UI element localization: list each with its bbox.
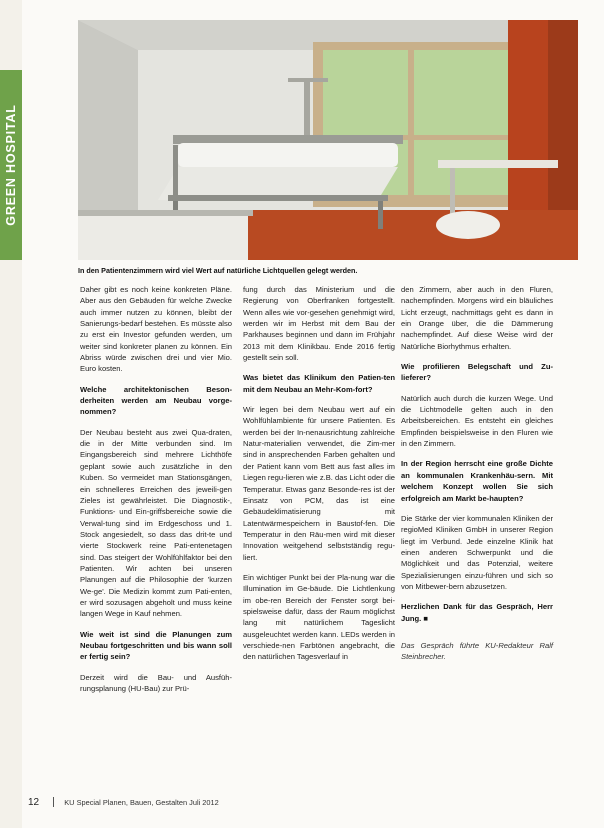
paragraph: fung durch das Ministerium und die Regierung von Oberfranken fortgestellt. Wenn alles wie vor-gesehen genehmigt wird, werden wir im Herbst mit dem Bau der Parkhauses beginnen und dann im Frühjahr 2013 mit dem Klinikbau. Ende 2016 fertig gestellt sein soll. [243, 285, 395, 363]
interview-question: Wie weit ist sind die Planungen zum Neubau fortgeschritten und bis wann soll er fertig sein? [80, 629, 232, 662]
interview-question: Welche architektonischen Beson-derheiten werden am Neubau vorge-nommen? [80, 384, 232, 417]
interview-question: In der Region herrscht eine große Dichte an kommunalen Krankenhäu-sern. Mit welchem Konzept wollen Sie sich erfolgreich am Markt be-haupten? [401, 459, 553, 503]
interview-question: Wie profilieren Belegschaft und Zu-lieferer? [401, 362, 553, 383]
paragraph: Wir legen bei dem Neubau wert auf ein Wohlfühlambiente für unsere Patienten. Es werden bei der In-nenausrichtung zahlreiche Natur-materialien verwendet, die Zim-mer sind in ansprechenden Farben gehalten und der Patient kann vom Bett aus fast alles im Liegen regu-lieren wie z.B. das Licht oder die Temperatur. Etwas ganz Besonde-res ist der Einsatz von PCM, das ist eine Gebäudeklimatisierung mit Latentwärmespeichern in Baustof-fen. Die Temperatur in den Räu-men wird mit dieser Innovation weitgehend selbstständig regu-liert. [243, 405, 395, 562]
footer-divider [53, 797, 54, 807]
section-side-label [0, 70, 22, 260]
page-footer [28, 797, 219, 808]
publication-title: KU Special Planen, Bauen, Gestalten Juli 2012 [64, 798, 219, 807]
interview-question: Was bietet das Klinikum den Patien-ten mit dem Neubau an Mehr-Kom-fort? [243, 373, 395, 394]
paragraph: Derzeit wird die Bau- und Ausfüh-rungsplanung (HU-Bau) zur Prü- [80, 672, 232, 693]
article-column-1 [80, 284, 232, 703]
hospital-room-photo [78, 20, 578, 260]
article-column-3 [401, 284, 553, 672]
paragraph: Der Neubau besteht aus zwei Qua-draten, die in der Mitte verbunden sind. Im Eingangsbereich sind mehrere Lichthöfe geplant sowie auch zusätzliche in den Kuben. So vermeidet man Stationsgängen, ein schnelleres Erreichen des jeweili-gen Zieles ist gewährleistet. Die Diagnostik-, Funktions- und Ein-griffsbereiche sowie die Verwal-tung sind im Erdgeschoss und 1. Stock angesiedelt, so dass das drit-te und vierte Stockwerk reine Pati-entenetagen sind. Das steigert der Wohlfühlfaktor bei den Patienten. Wir achten bei unseren Planungen auf die Philosophie der 'kurzen We-ge'. Die Medizin kommt zum Pati-enten, er wird sozusagen abgeholt und muss keine langen Wege in Kauf nehmen. [80, 427, 232, 619]
closing-thanks: Herzlichen Dank für das Gespräch, Herr Jung. ■ [401, 602, 553, 623]
paragraph: Die Stärke der vier kommunalen Kliniken der regioMed Kliniken GmbH in unserer Region liegt im Verbund. Jede einzelne Klinik hat einen anderen Schwerpunkt und die Möglichkeit und das Potenzial, weitere Spezialisierungen einzu-führen und sich so von Mitbewer-bern abzusetzen. [401, 513, 553, 591]
author-note: Das Gespräch führte KU-Redakteur Ralf Steinbrecher. [401, 640, 553, 662]
paragraph: Daher gibt es noch keine konkreten Pläne. Aber aus den Gebäuden für welche Zwecke auch immer nutzen zu können, bleibt der Sanierungs-bedarf bestehen. Es müsste also zu erst ein Investor gefunden werden, um weiter sind konkreter planen zu können. Ein Abriss würde zwischen drei und vier Mio. Euro kosten. [80, 285, 232, 374]
section-side-label-text: GREEN HOSPITAL [4, 104, 18, 226]
page-number: 12 [28, 797, 40, 808]
photo-caption: In den Patientenzimmern wird viel Wert auf natürliche Lichtquellen gelegt werden. [78, 266, 358, 275]
article-column-2 [243, 284, 395, 672]
paragraph: Natürlich auch durch die kurzen Wege. Und die Lichtmodelle gelten auch in den Arbeitsbereichen. Es entsteht ein gleiches Empfinden beispielsweise in den Fluren wie in den Zimmern. [401, 393, 553, 449]
paragraph: den Zimmern, aber auch in den Fluren, nachempfinden. Morgens wird ein bläuliches Licht erzeugt, nachmittags geht es dann in ein Orange über, die die Dämmerung nachempfindet. Auf diese Weise wird der Natürliche Biorhythmus erhalten. [401, 285, 553, 351]
paragraph: Ein wichtiger Punkt bei der Pla-nung war die Illumination im Ge-bäude. Die Lichtlenkung im obe-ren Bereich der Fenster sorgt bei-spielsweise dafür, dass der Raum möglichst lang mit natürlichem Tageslicht ausgeleuchtet werden kann. LEDs werden in verschiede-nen Farbtönen angebracht, die den natürlichen Tagesverlauf in [243, 572, 395, 662]
